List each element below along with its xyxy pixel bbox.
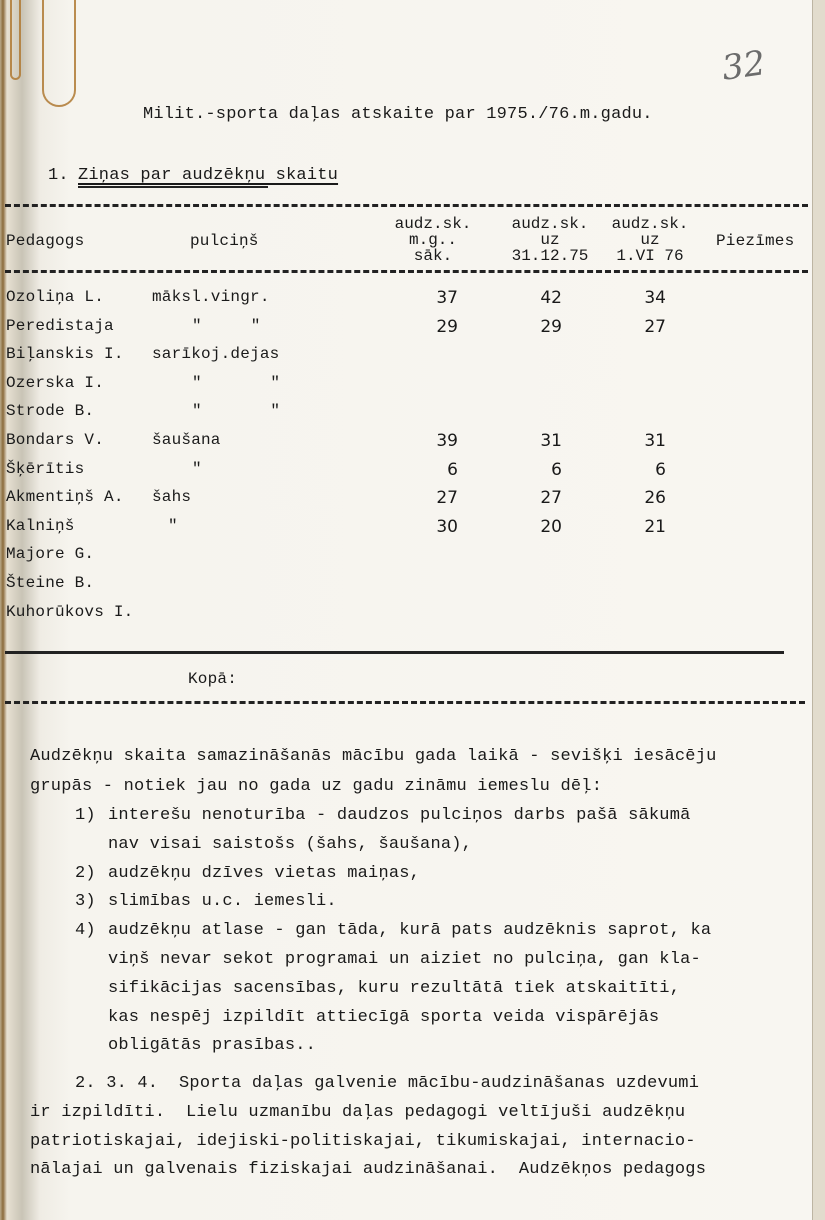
list-line: audzēkņu dzīves vietas maiņas, bbox=[108, 864, 421, 883]
section-heading: Ziņas par audzēkņu skaitu bbox=[78, 166, 339, 185]
cell-pedagogs: Strode B. bbox=[6, 402, 95, 420]
header-line: sāk. bbox=[413, 247, 453, 265]
list-line: slimības u.c. iemesli. bbox=[108, 892, 337, 911]
cell-pedagogs: Šteine B. bbox=[6, 574, 95, 592]
header-col-start bbox=[383, 216, 483, 264]
paragraph-line: 2. 3. 4. Sporta daļas galvenie mācību-audzināšanas uzdevumi bbox=[75, 1074, 700, 1093]
cell-pulcins: šaušana bbox=[152, 431, 221, 449]
table-bottom-border bbox=[5, 701, 805, 704]
cell-pulcins: šahs bbox=[152, 488, 192, 506]
header-col-jun bbox=[600, 216, 700, 264]
cell-count-start: 29 bbox=[436, 317, 458, 337]
header-pedagogs: Pedagogs bbox=[6, 232, 85, 250]
cell-count-dec: 42 bbox=[540, 288, 562, 308]
cell-count-jun: 27 bbox=[644, 317, 666, 337]
header-line: 31.12.75 bbox=[511, 247, 589, 265]
list-line: audzēkņu atlase - gan tāda, kurā pats audzēknis saprot, ka bbox=[108, 921, 712, 940]
header-line: uz bbox=[640, 231, 660, 249]
paragraph-line: patriotiskajai, idejiski-politiskajai, tikumiskajai, internacio- bbox=[30, 1132, 696, 1151]
list-number: 1) bbox=[75, 806, 96, 825]
cell-count-start: 39 bbox=[436, 431, 458, 451]
cell-pedagogs: Akmentiņš A. bbox=[6, 488, 124, 506]
list-number: 3) bbox=[75, 892, 96, 911]
cell-count-dec: 27 bbox=[540, 488, 562, 508]
cell-pulcins: " " bbox=[192, 402, 281, 420]
header-line: audz.sk. bbox=[611, 215, 689, 233]
header-bottom-border bbox=[5, 270, 808, 273]
total-label: Kopā: bbox=[188, 670, 238, 688]
handwritten-page-number: 32 bbox=[719, 43, 768, 89]
paragraph-line: grupās - notiek jau no gada uz gadu zināmu iemeslu dēļ: bbox=[30, 777, 603, 796]
cell-count-jun: 26 bbox=[644, 488, 666, 508]
cell-pedagogs: Kalniņš bbox=[6, 517, 75, 535]
list-line: viņš nevar sekot programai un aiziet no pulciņa, gan kla- bbox=[108, 950, 701, 969]
header-piezimes: Piezīmes bbox=[716, 232, 795, 250]
cell-pulcins: māksl.vingr. bbox=[152, 288, 270, 306]
table-body-bottom-border bbox=[5, 651, 784, 654]
section-number: 1. bbox=[48, 166, 69, 185]
paragraph-line: nālajai un galvenais fiziskajai audzināšanai. Audzēkņos pedagogs bbox=[30, 1160, 707, 1179]
cell-pulcins: sarīkoj.dejas bbox=[152, 345, 280, 363]
table-top-border bbox=[5, 204, 808, 207]
header-line: 1.VI 76 bbox=[616, 247, 684, 265]
cell-count-start: 37 bbox=[436, 288, 458, 308]
cell-count-dec: 6 bbox=[551, 460, 562, 480]
cell-pulcins: " bbox=[192, 460, 202, 478]
list-line: kas nespēj izpildīt attiecīgā sporta veida vispārējās bbox=[108, 1008, 660, 1027]
cell-count-jun: 21 bbox=[644, 517, 666, 537]
cell-count-start: 30 bbox=[436, 517, 458, 537]
cell-count-jun: 34 bbox=[644, 288, 666, 308]
cell-pedagogs: Kuhorūkovs I. bbox=[6, 603, 134, 621]
cell-count-start: 6 bbox=[447, 460, 458, 480]
list-line: nav visai saistošs (šahs, šaušana), bbox=[108, 835, 473, 854]
list-line: obligātās prasības.. bbox=[108, 1036, 317, 1055]
header-pulcins: pulciņš bbox=[190, 232, 259, 250]
list-number: 4) bbox=[75, 921, 96, 940]
cell-pedagogs: Šķērītis bbox=[6, 460, 85, 478]
list-line: sifikācijas sacensības, kuru rezultātā tiek atskaitīti, bbox=[108, 979, 681, 998]
list-line: interešu nenoturība - daudzos pulciņos darbs pašā sākumā bbox=[108, 806, 691, 825]
cell-pulcins: " " bbox=[192, 317, 261, 335]
paper-edge bbox=[812, 0, 825, 1220]
cell-pulcins: " bbox=[168, 517, 178, 535]
cell-pedagogs: Peredistaja bbox=[6, 317, 114, 335]
cell-count-dec: 31 bbox=[540, 431, 562, 451]
cell-count-jun: 6 bbox=[655, 460, 666, 480]
cell-pedagogs: Ozerska I. bbox=[6, 374, 105, 392]
cell-pulcins: " " bbox=[192, 374, 281, 392]
header-line: audz.sk. bbox=[394, 215, 472, 233]
cell-pedagogs: Biļanskis I. bbox=[6, 345, 124, 363]
cell-pedagogs: Bondars V. bbox=[6, 431, 105, 449]
cell-count-jun: 31 bbox=[644, 431, 666, 451]
cell-count-dec: 20 bbox=[540, 517, 562, 537]
cell-pedagogs: Ozoliņa L. bbox=[6, 288, 105, 306]
header-col-dec bbox=[500, 216, 600, 264]
list-number: 2) bbox=[75, 864, 96, 883]
header-line: m.g.. bbox=[408, 231, 457, 249]
cell-pedagogs: Majore G. bbox=[6, 545, 95, 563]
header-line: audz.sk. bbox=[511, 215, 589, 233]
cell-count-start: 27 bbox=[436, 488, 458, 508]
cell-count-dec: 29 bbox=[540, 317, 562, 337]
heading-underline bbox=[78, 186, 268, 188]
document-title: Milit.-sporta daļas atskaite par 1975./76.m.gadu. bbox=[143, 105, 653, 124]
paragraph-line: ir izpildīti. Lielu uzmanību daļas pedagogi veltījuši audzēkņu bbox=[30, 1103, 686, 1122]
paragraph-line: Audzēkņu skaita samazināšanās mācību gada laikā - sevišķi iesācēju bbox=[30, 747, 717, 766]
paper-clip-mark bbox=[42, 0, 76, 107]
header-line: uz bbox=[540, 231, 560, 249]
paper-clip-mark bbox=[10, 0, 21, 80]
